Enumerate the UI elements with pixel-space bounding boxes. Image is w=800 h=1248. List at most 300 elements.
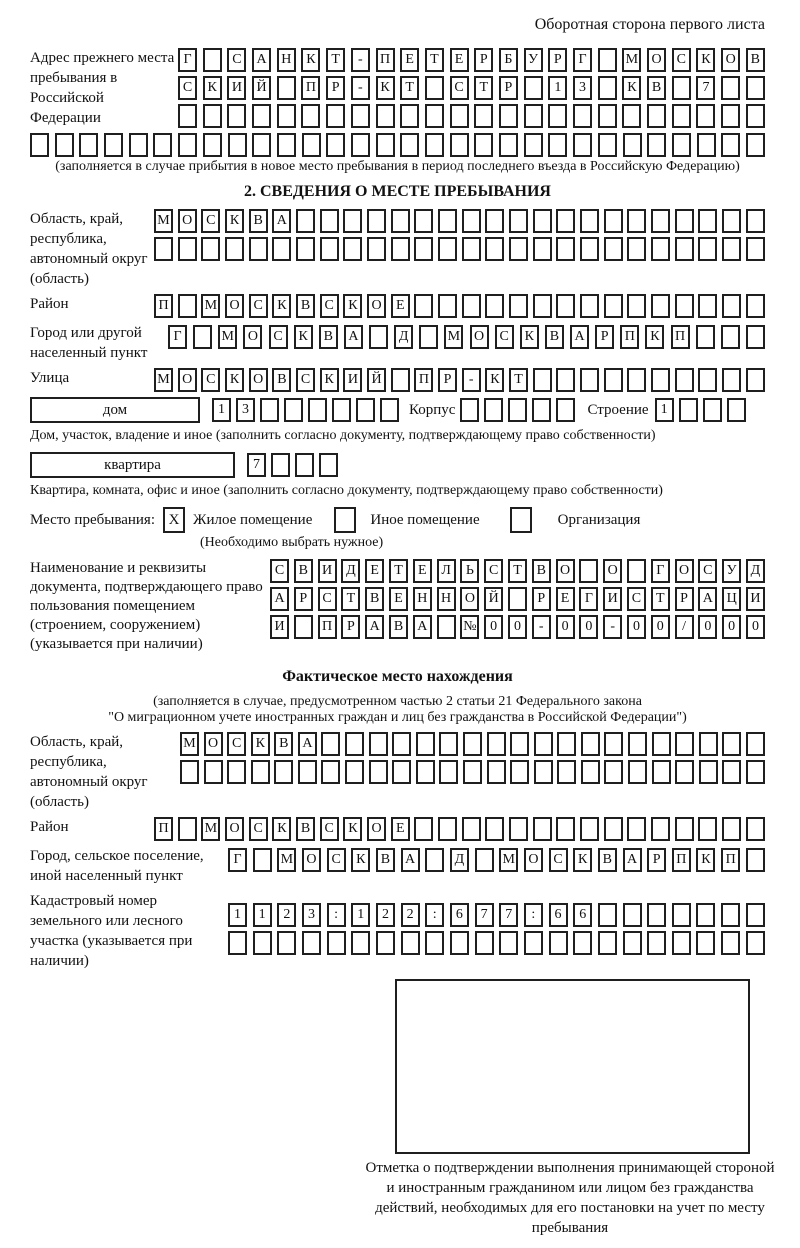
form-cell[interactable]	[30, 133, 49, 157]
form-cell[interactable]: Т	[651, 587, 670, 611]
form-cell[interactable]: О	[178, 209, 197, 233]
form-cell[interactable]: 2	[376, 903, 395, 927]
form-cell[interactable]	[227, 104, 246, 128]
form-cell[interactable]: Д	[394, 325, 413, 349]
form-cell[interactable]: Е	[365, 559, 384, 583]
form-cell[interactable]: П	[672, 848, 691, 872]
form-cell[interactable]: -	[462, 368, 481, 392]
form-cell[interactable]	[696, 931, 715, 955]
form-cell[interactable]	[573, 133, 592, 157]
form-cell[interactable]	[647, 931, 666, 955]
form-cell[interactable]: 0	[556, 615, 575, 639]
form-cell[interactable]	[524, 931, 543, 955]
form-cell[interactable]	[698, 209, 717, 233]
form-cell[interactable]	[367, 237, 386, 261]
form-cell[interactable]: А	[344, 325, 363, 349]
form-cell[interactable]	[604, 294, 623, 318]
form-cell[interactable]	[450, 104, 469, 128]
form-cell[interactable]	[499, 104, 518, 128]
form-cell[interactable]: Р	[438, 368, 457, 392]
form-cell[interactable]: А	[570, 325, 589, 349]
form-cell[interactable]	[623, 931, 642, 955]
form-cell[interactable]: Д	[746, 559, 765, 583]
form-cell[interactable]: А	[252, 48, 271, 72]
form-cell[interactable]: Р	[294, 587, 313, 611]
form-cell[interactable]: Е	[400, 48, 419, 72]
form-cell[interactable]: Е	[389, 587, 408, 611]
form-cell[interactable]: Н	[413, 587, 432, 611]
form-cell[interactable]: И	[603, 587, 622, 611]
form-cell[interactable]	[104, 133, 123, 157]
form-cell[interactable]	[548, 104, 567, 128]
form-cell[interactable]	[253, 848, 272, 872]
form-cell[interactable]	[556, 294, 575, 318]
form-cell[interactable]	[308, 398, 327, 422]
form-cell[interactable]	[721, 76, 740, 100]
form-cell[interactable]: С	[698, 559, 717, 583]
form-cell[interactable]: К	[485, 368, 504, 392]
form-cell[interactable]	[524, 104, 543, 128]
form-cell[interactable]: К	[301, 48, 320, 72]
form-cell[interactable]	[425, 133, 444, 157]
form-cell[interactable]: С	[672, 48, 691, 72]
form-cell[interactable]	[696, 325, 715, 349]
form-cell[interactable]	[277, 931, 296, 955]
form-cell[interactable]	[154, 237, 173, 261]
stay-type-checkbox-other[interactable]	[334, 507, 356, 533]
form-cell[interactable]	[746, 76, 765, 100]
form-cell[interactable]	[746, 760, 765, 784]
form-cell[interactable]: М	[201, 817, 220, 841]
form-cell[interactable]	[651, 294, 670, 318]
form-cell[interactable]: С	[627, 587, 646, 611]
form-cell[interactable]	[343, 237, 362, 261]
form-cell[interactable]	[675, 760, 694, 784]
form-cell[interactable]: Р	[647, 848, 666, 872]
form-cell[interactable]: В	[319, 325, 338, 349]
form-cell[interactable]	[425, 104, 444, 128]
form-cell[interactable]: 1	[548, 76, 567, 100]
form-cell[interactable]: Р	[474, 48, 493, 72]
form-cell[interactable]	[534, 760, 553, 784]
form-cell[interactable]	[651, 237, 670, 261]
form-cell[interactable]	[414, 817, 433, 841]
form-cell[interactable]: 7	[475, 903, 494, 927]
form-cell[interactable]: К	[343, 817, 362, 841]
form-cell[interactable]	[225, 237, 244, 261]
form-cell[interactable]	[651, 209, 670, 233]
form-cell[interactable]: А	[401, 848, 420, 872]
form-cell[interactable]	[548, 133, 567, 157]
form-cell[interactable]: В	[598, 848, 617, 872]
form-cell[interactable]	[746, 817, 765, 841]
form-cell[interactable]	[698, 817, 717, 841]
form-cell[interactable]	[549, 931, 568, 955]
form-cell[interactable]	[376, 133, 395, 157]
stay-type-checkbox-residential[interactable]: X	[163, 507, 185, 533]
form-cell[interactable]	[343, 209, 362, 233]
form-cell[interactable]	[604, 209, 623, 233]
form-cell[interactable]: К	[251, 732, 270, 756]
form-cell[interactable]: И	[227, 76, 246, 100]
form-cell[interactable]: :	[425, 903, 444, 927]
form-cell[interactable]: :	[327, 903, 346, 927]
form-cell[interactable]	[129, 133, 148, 157]
form-cell[interactable]	[598, 76, 617, 100]
form-cell[interactable]: П	[620, 325, 639, 349]
form-cell[interactable]	[271, 453, 290, 477]
form-cell[interactable]: Е	[450, 48, 469, 72]
form-cell[interactable]	[557, 760, 576, 784]
form-cell[interactable]: О	[721, 48, 740, 72]
form-cell[interactable]	[253, 931, 272, 955]
form-cell[interactable]	[474, 104, 493, 128]
form-cell[interactable]: К	[225, 209, 244, 233]
form-cell[interactable]: К	[294, 325, 313, 349]
form-cell[interactable]	[439, 760, 458, 784]
form-cell[interactable]	[746, 104, 765, 128]
form-cell[interactable]	[579, 559, 598, 583]
form-cell[interactable]	[369, 732, 388, 756]
form-cell[interactable]: К	[351, 848, 370, 872]
form-cell[interactable]: Т	[389, 559, 408, 583]
form-cell[interactable]	[746, 368, 765, 392]
form-cell[interactable]	[193, 325, 212, 349]
form-cell[interactable]: -	[351, 48, 370, 72]
form-cell[interactable]	[296, 237, 315, 261]
form-cell[interactable]: -	[603, 615, 622, 639]
form-cell[interactable]: 0	[746, 615, 765, 639]
form-cell[interactable]: О	[178, 368, 197, 392]
form-cell[interactable]: П	[671, 325, 690, 349]
form-cell[interactable]	[672, 931, 691, 955]
form-cell[interactable]: Т	[508, 559, 527, 583]
form-cell[interactable]	[508, 587, 527, 611]
form-cell[interactable]	[746, 294, 765, 318]
form-cell[interactable]: Т	[400, 76, 419, 100]
form-cell[interactable]	[392, 732, 411, 756]
form-cell[interactable]	[675, 817, 694, 841]
form-cell[interactable]	[627, 294, 646, 318]
form-cell[interactable]: С	[201, 209, 220, 233]
form-cell[interactable]	[499, 931, 518, 955]
form-cell[interactable]	[627, 817, 646, 841]
form-cell[interactable]	[249, 237, 268, 261]
form-cell[interactable]: 6	[549, 903, 568, 927]
form-cell[interactable]	[652, 760, 671, 784]
form-cell[interactable]: П	[318, 615, 337, 639]
form-cell[interactable]: Л	[437, 559, 456, 583]
form-cell[interactable]	[623, 133, 642, 157]
form-cell[interactable]	[722, 817, 741, 841]
form-cell[interactable]	[532, 398, 551, 422]
form-cell[interactable]	[598, 133, 617, 157]
form-cell[interactable]: О	[460, 587, 479, 611]
form-cell[interactable]	[627, 559, 646, 583]
form-cell[interactable]	[651, 368, 670, 392]
form-cell[interactable]	[697, 133, 716, 157]
form-cell[interactable]	[746, 931, 765, 955]
form-cell[interactable]	[437, 615, 456, 639]
form-cell[interactable]: Д	[341, 559, 360, 583]
form-cell[interactable]	[351, 931, 370, 955]
form-cell[interactable]	[580, 368, 599, 392]
form-cell[interactable]	[227, 760, 246, 784]
form-cell[interactable]: В	[746, 48, 765, 72]
form-cell[interactable]: Й	[484, 587, 503, 611]
form-cell[interactable]	[460, 398, 479, 422]
form-cell[interactable]	[475, 931, 494, 955]
form-cell[interactable]	[722, 294, 741, 318]
form-cell[interactable]	[425, 848, 444, 872]
form-cell[interactable]: 2	[277, 903, 296, 927]
form-cell[interactable]: О	[647, 48, 666, 72]
form-cell[interactable]	[556, 817, 575, 841]
form-cell[interactable]	[672, 104, 691, 128]
form-cell[interactable]	[622, 104, 641, 128]
form-cell[interactable]: Е	[391, 294, 410, 318]
form-cell[interactable]: У	[722, 559, 741, 583]
form-cell[interactable]: 7	[696, 76, 715, 100]
form-cell[interactable]	[438, 817, 457, 841]
form-cell[interactable]	[510, 760, 529, 784]
form-cell[interactable]	[675, 732, 694, 756]
form-cell[interactable]: Т	[341, 587, 360, 611]
form-cell[interactable]	[533, 817, 552, 841]
form-cell[interactable]: О	[367, 294, 386, 318]
form-cell[interactable]	[251, 760, 270, 784]
form-cell[interactable]	[462, 237, 481, 261]
form-cell[interactable]: В	[376, 848, 395, 872]
form-cell[interactable]	[326, 133, 345, 157]
form-cell[interactable]: К	[320, 368, 339, 392]
form-cell[interactable]	[485, 817, 504, 841]
form-cell[interactable]	[203, 104, 222, 128]
form-cell[interactable]: В	[296, 294, 315, 318]
form-cell[interactable]: П	[154, 294, 173, 318]
form-cell[interactable]	[581, 732, 600, 756]
form-cell[interactable]: К	[343, 294, 362, 318]
form-cell[interactable]	[400, 133, 419, 157]
form-cell[interactable]: К	[376, 76, 395, 100]
form-cell[interactable]	[484, 398, 503, 422]
form-cell[interactable]	[55, 133, 74, 157]
form-cell[interactable]: 0	[722, 615, 741, 639]
form-cell[interactable]	[178, 133, 197, 157]
form-cell[interactable]: Б	[499, 48, 518, 72]
form-cell[interactable]: №	[460, 615, 479, 639]
form-cell[interactable]	[356, 398, 375, 422]
form-cell[interactable]	[698, 294, 717, 318]
form-cell[interactable]: П	[414, 368, 433, 392]
form-cell[interactable]	[376, 931, 395, 955]
form-cell[interactable]	[556, 237, 575, 261]
form-cell[interactable]: О	[225, 817, 244, 841]
form-cell[interactable]: К	[272, 294, 291, 318]
form-cell[interactable]	[598, 903, 617, 927]
form-cell[interactable]: Г	[228, 848, 247, 872]
form-cell[interactable]	[573, 931, 592, 955]
form-cell[interactable]: К	[696, 48, 715, 72]
form-cell[interactable]: С	[495, 325, 514, 349]
form-cell[interactable]	[647, 104, 666, 128]
form-cell[interactable]	[425, 76, 444, 100]
form-cell[interactable]	[696, 104, 715, 128]
form-cell[interactable]	[721, 133, 740, 157]
form-cell[interactable]: Е	[413, 559, 432, 583]
form-cell[interactable]	[721, 325, 740, 349]
form-cell[interactable]	[301, 104, 320, 128]
form-cell[interactable]: 7	[499, 903, 518, 927]
form-cell[interactable]: О	[204, 732, 223, 756]
form-cell[interactable]: М	[154, 368, 173, 392]
form-cell[interactable]: В	[296, 817, 315, 841]
form-cell[interactable]	[556, 398, 575, 422]
form-cell[interactable]: Г	[579, 587, 598, 611]
form-cell[interactable]	[533, 368, 552, 392]
form-cell[interactable]: П	[376, 48, 395, 72]
form-cell[interactable]: О	[367, 817, 386, 841]
form-cell[interactable]: 1	[228, 903, 247, 927]
form-cell[interactable]: О	[243, 325, 262, 349]
form-cell[interactable]	[277, 76, 296, 100]
form-cell[interactable]: М	[154, 209, 173, 233]
form-cell[interactable]	[598, 104, 617, 128]
form-cell[interactable]: И	[318, 559, 337, 583]
form-cell[interactable]	[425, 931, 444, 955]
form-cell[interactable]: И	[270, 615, 289, 639]
form-cell[interactable]	[277, 133, 296, 157]
form-cell[interactable]	[298, 760, 317, 784]
form-cell[interactable]: В	[274, 732, 293, 756]
form-cell[interactable]	[203, 48, 222, 72]
form-cell[interactable]: О	[302, 848, 321, 872]
form-cell[interactable]	[414, 294, 433, 318]
form-cell[interactable]	[573, 104, 592, 128]
form-cell[interactable]: Р	[532, 587, 551, 611]
form-cell[interactable]: О	[524, 848, 543, 872]
form-cell[interactable]	[727, 398, 746, 422]
form-cell[interactable]: 3	[236, 398, 255, 422]
form-cell[interactable]	[580, 294, 599, 318]
form-cell[interactable]: О	[556, 559, 575, 583]
form-cell[interactable]: И	[343, 368, 362, 392]
form-cell[interactable]	[367, 209, 386, 233]
form-cell[interactable]	[699, 732, 718, 756]
form-cell[interactable]: П	[721, 848, 740, 872]
form-cell[interactable]: И	[746, 587, 765, 611]
form-cell[interactable]: 1	[655, 398, 674, 422]
form-cell[interactable]	[438, 294, 457, 318]
form-cell[interactable]	[252, 133, 271, 157]
form-cell[interactable]	[604, 760, 623, 784]
form-cell[interactable]: А	[623, 848, 642, 872]
form-cell[interactable]	[533, 237, 552, 261]
form-cell[interactable]	[321, 760, 340, 784]
form-cell[interactable]	[580, 817, 599, 841]
form-cell[interactable]	[380, 398, 399, 422]
form-cell[interactable]	[721, 931, 740, 955]
form-cell[interactable]: Р	[675, 587, 694, 611]
form-cell[interactable]	[580, 237, 599, 261]
form-cell[interactable]: М	[622, 48, 641, 72]
form-cell[interactable]	[180, 760, 199, 784]
form-cell[interactable]	[391, 237, 410, 261]
form-cell[interactable]	[203, 133, 222, 157]
form-cell[interactable]	[392, 760, 411, 784]
form-cell[interactable]: 6	[450, 903, 469, 927]
form-cell[interactable]: Ь	[460, 559, 479, 583]
form-cell[interactable]	[508, 398, 527, 422]
form-cell[interactable]: 0	[698, 615, 717, 639]
form-cell[interactable]	[698, 368, 717, 392]
form-cell[interactable]	[510, 732, 529, 756]
form-cell[interactable]	[414, 209, 433, 233]
form-cell[interactable]	[320, 237, 339, 261]
form-cell[interactable]: У	[524, 48, 543, 72]
form-cell[interactable]	[416, 732, 435, 756]
form-cell[interactable]	[675, 294, 694, 318]
form-cell[interactable]	[327, 931, 346, 955]
form-cell[interactable]	[721, 903, 740, 927]
form-cell[interactable]	[252, 104, 271, 128]
form-cell[interactable]	[675, 209, 694, 233]
form-cell[interactable]: А	[270, 587, 289, 611]
form-cell[interactable]: С	[484, 559, 503, 583]
form-cell[interactable]: С	[178, 76, 197, 100]
form-cell[interactable]: Р	[341, 615, 360, 639]
form-cell[interactable]: В	[294, 559, 313, 583]
form-cell[interactable]: С	[270, 559, 289, 583]
form-cell[interactable]: В	[365, 587, 384, 611]
form-cell[interactable]	[746, 903, 765, 927]
form-cell[interactable]: О	[603, 559, 622, 583]
form-cell[interactable]	[296, 209, 315, 233]
form-cell[interactable]: С	[327, 848, 346, 872]
form-cell[interactable]: К	[645, 325, 664, 349]
form-cell[interactable]	[450, 133, 469, 157]
form-cell[interactable]	[534, 732, 553, 756]
form-cell[interactable]: П	[154, 817, 173, 841]
form-cell[interactable]	[652, 732, 671, 756]
form-cell[interactable]	[438, 237, 457, 261]
form-cell[interactable]	[345, 760, 364, 784]
form-cell[interactable]: -	[532, 615, 551, 639]
form-cell[interactable]: 0	[627, 615, 646, 639]
form-cell[interactable]	[438, 209, 457, 233]
form-cell[interactable]	[598, 931, 617, 955]
form-cell[interactable]	[509, 237, 528, 261]
form-cell[interactable]	[332, 398, 351, 422]
form-cell[interactable]	[320, 209, 339, 233]
form-cell[interactable]: С	[249, 294, 268, 318]
form-cell[interactable]: 7	[247, 453, 266, 477]
form-cell[interactable]: Р	[548, 48, 567, 72]
form-cell[interactable]	[509, 817, 528, 841]
form-cell[interactable]: Й	[367, 368, 386, 392]
form-cell[interactable]	[204, 760, 223, 784]
form-cell[interactable]	[746, 209, 765, 233]
form-cell[interactable]: М	[218, 325, 237, 349]
form-cell[interactable]: 3	[302, 903, 321, 927]
form-cell[interactable]	[698, 237, 717, 261]
form-cell[interactable]	[556, 209, 575, 233]
form-cell[interactable]	[401, 931, 420, 955]
form-cell[interactable]: 0	[579, 615, 598, 639]
form-cell[interactable]	[153, 133, 172, 157]
form-cell[interactable]: Р	[595, 325, 614, 349]
form-cell[interactable]	[391, 368, 410, 392]
